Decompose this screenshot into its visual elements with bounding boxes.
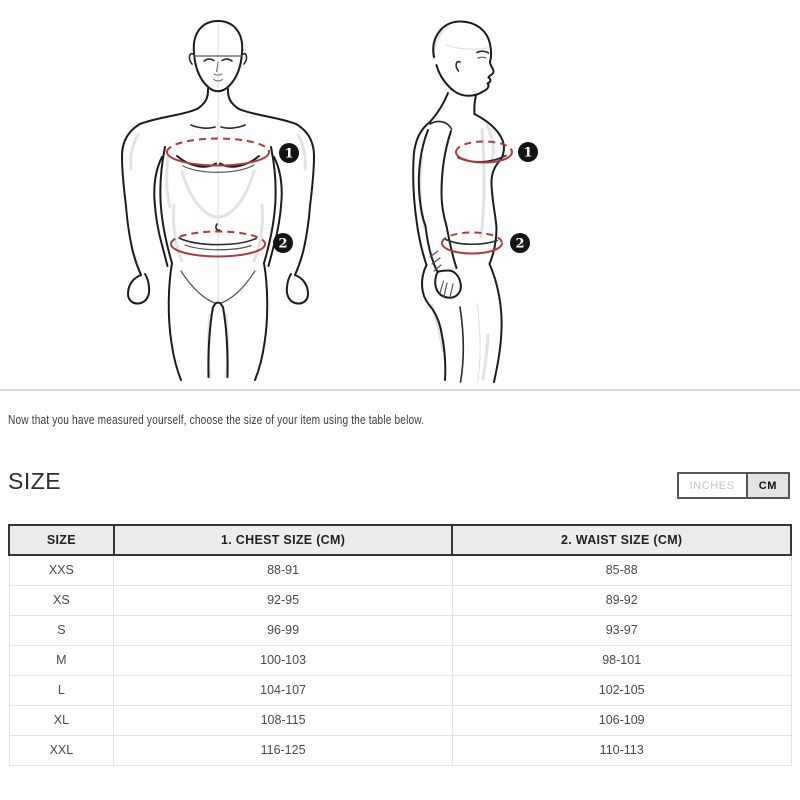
waist-cell: 85-88 <box>452 555 791 585</box>
size-table <box>8 524 792 766</box>
column-header-chest: 1. CHEST SIZE (CM) <box>114 525 453 555</box>
size-cell: XS <box>9 585 114 615</box>
side-waist-marker-number: 2 <box>515 236 525 252</box>
waist-cell: 98-101 <box>452 645 791 675</box>
front-waist-marker-badge <box>273 233 293 253</box>
chest-cell: 116-125 <box>114 735 453 765</box>
side-waist-marker-badge <box>510 233 530 253</box>
column-header-size: SIZE <box>9 525 114 555</box>
side-chest-marker-badge <box>518 142 538 162</box>
size-cell: L <box>9 675 114 705</box>
instruction-text: Now that you have measured yourself, choose the size of your item using the table below. <box>8 412 425 427</box>
size-cell: XXL <box>9 735 114 765</box>
side-chest-marker-number: 1 <box>523 145 533 161</box>
side-waist-measurement-line <box>442 233 502 254</box>
table-row <box>9 585 791 615</box>
size-table-body <box>9 555 791 765</box>
chest-cell: 108-115 <box>114 705 453 735</box>
chest-cell: 88-91 <box>114 555 453 585</box>
side-figure-guides <box>420 31 493 379</box>
waist-cell: 93-97 <box>452 615 791 645</box>
side-figure-sketch <box>413 21 506 382</box>
front-body-figure <box>98 5 338 385</box>
waist-cell: 110-113 <box>452 735 791 765</box>
size-cell: XXS <box>9 555 114 585</box>
size-cell: M <box>9 645 114 675</box>
front-figure-guides <box>131 21 305 377</box>
table-row <box>9 735 791 765</box>
side-body-figure <box>390 5 590 385</box>
size-cell: XL <box>9 705 114 735</box>
chest-cell: 96-99 <box>114 615 453 645</box>
column-header-waist: 2. WAIST SIZE (CM) <box>452 525 791 555</box>
table-row <box>9 615 791 645</box>
waist-cell: 102-105 <box>452 675 791 705</box>
header-row <box>9 525 791 555</box>
table-row <box>9 645 791 675</box>
front-chest-marker-number: 1 <box>284 146 294 162</box>
cm-button[interactable]: CM <box>746 474 788 497</box>
front-waist-marker-number: 2 <box>278 236 288 252</box>
waist-cell: 106-109 <box>452 705 791 735</box>
waist-cell: 89-92 <box>452 585 791 615</box>
table-row <box>9 675 791 705</box>
section-divider <box>0 389 800 391</box>
size-cell: S <box>9 615 114 645</box>
unit-toggle <box>677 472 790 499</box>
size-table-header <box>9 525 791 555</box>
chest-cell: 104-107 <box>114 675 453 705</box>
page-title: SIZE <box>8 468 62 494</box>
chest-cell: 92-95 <box>114 585 453 615</box>
chest-cell: 100-103 <box>114 645 453 675</box>
table-row <box>9 555 791 585</box>
front-chest-marker-badge <box>279 143 299 163</box>
inches-button[interactable]: INCHES <box>679 474 746 497</box>
table-row <box>9 705 791 735</box>
